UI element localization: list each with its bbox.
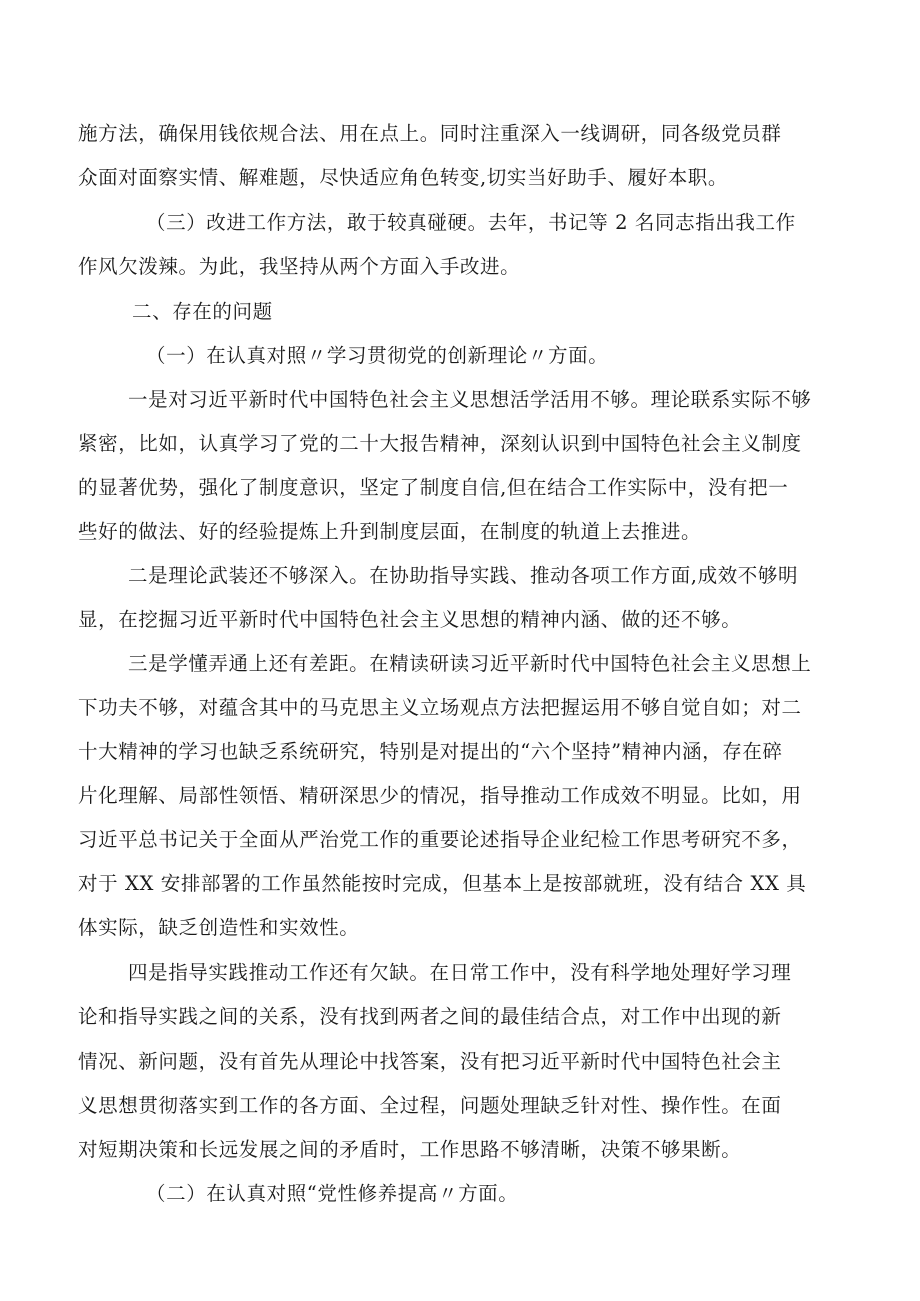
text-line: 显，在挖掘习近平新时代中国特色社会主义思想的精神内涵、做的还不够。 — [78, 608, 742, 631]
text-line: 义思想贯彻落实到工作的各方面、全过程，问题处理缺乏针对性、操作性。在面 — [78, 1094, 782, 1117]
text-line: 下功夫不够，对蕴含其中的马克思主义立场观点方法把握运用不够自觉自如；对二 — [78, 696, 802, 719]
subsection-heading: （一）在认真对照〃学习贯彻党的创新理论〃方面。 — [146, 344, 609, 367]
text-line: 众面对面察实情、解难题，尽快适应角色转变,切实当好助手、履好本职。 — [78, 166, 728, 189]
text-line: 对于 XX 安排部署的工作虽然能按时完成，但基本上是按部就班，没有结合 XX 具 — [78, 872, 807, 895]
subsection-heading: （二）在认真对照“党性修养提高〃方面。 — [146, 1182, 519, 1205]
text-line: 作风欠泼辣。为此，我坚持从两个方面入手改进。 — [78, 255, 521, 278]
text-line: 十大精神的学习也缺乏系统研究，特别是对提出的“六个坚持”精神内涵，存在碎 — [78, 740, 783, 763]
text-line: 紧密，比如，认真学习了党的二十大报告精神，深刻认识到中国特色社会主义制度 — [78, 432, 802, 455]
text-line: 的显著优势，强化了制度意识，坚定了制度自信,但在结合工作实际中，没有把一 — [78, 476, 789, 499]
text-line: 些好的做法、好的经验提炼上升到制度层面，在制度的轨道上去推进。 — [78, 520, 702, 543]
text-line: 四是指导实践推动工作还有欠缺。在日常工作中，没有科学地处理好学习理 — [128, 961, 792, 984]
text-line: 三是学懂弄通上还有差距。在精读研读习近平新时代中国特色社会主义思想上 — [128, 652, 812, 675]
text-line: 片化理解、局部性领悟、精研深思少的情况，指导推动工作成效不明显。比如，用 — [78, 784, 802, 807]
section-heading: 二、存在的问题 — [132, 300, 273, 323]
text-line: （三）改进工作方法，敢于较真碰硬。去年，书记等 2 名同志指出我工作 — [146, 211, 796, 234]
text-line: 二是理论武装还不够深入。在协助指导实践、推动各项工作方面,成效不够明 — [128, 564, 799, 587]
text-line: 体实际，缺乏创造性和实效性。 — [78, 916, 360, 939]
text-line: 施方法，确保用钱依规合法、用在点上。同时注重深入一线调研，同各级党员群 — [78, 122, 782, 145]
text-line: 对短期决策和长远发展之间的矛盾时，工作思路不够清晰，决策不够果断。 — [78, 1138, 742, 1161]
text-line: 一是对习近平新时代中国特色社会主义思想活学活用不够。理论联系实际不够 — [128, 388, 812, 411]
text-line: 情况、新问题，没有首先从理论中找答案，没有把习近平新时代中国特色社会主 — [78, 1050, 782, 1073]
text-line: 习近平总书记关于全面从严治党工作的重要论述指导企业纪检工作思考研究不多， — [78, 828, 802, 851]
text-line: 论和指导实践之间的关系，没有找到两者之间的最佳结合点，对工作中出现的新 — [78, 1005, 782, 1028]
